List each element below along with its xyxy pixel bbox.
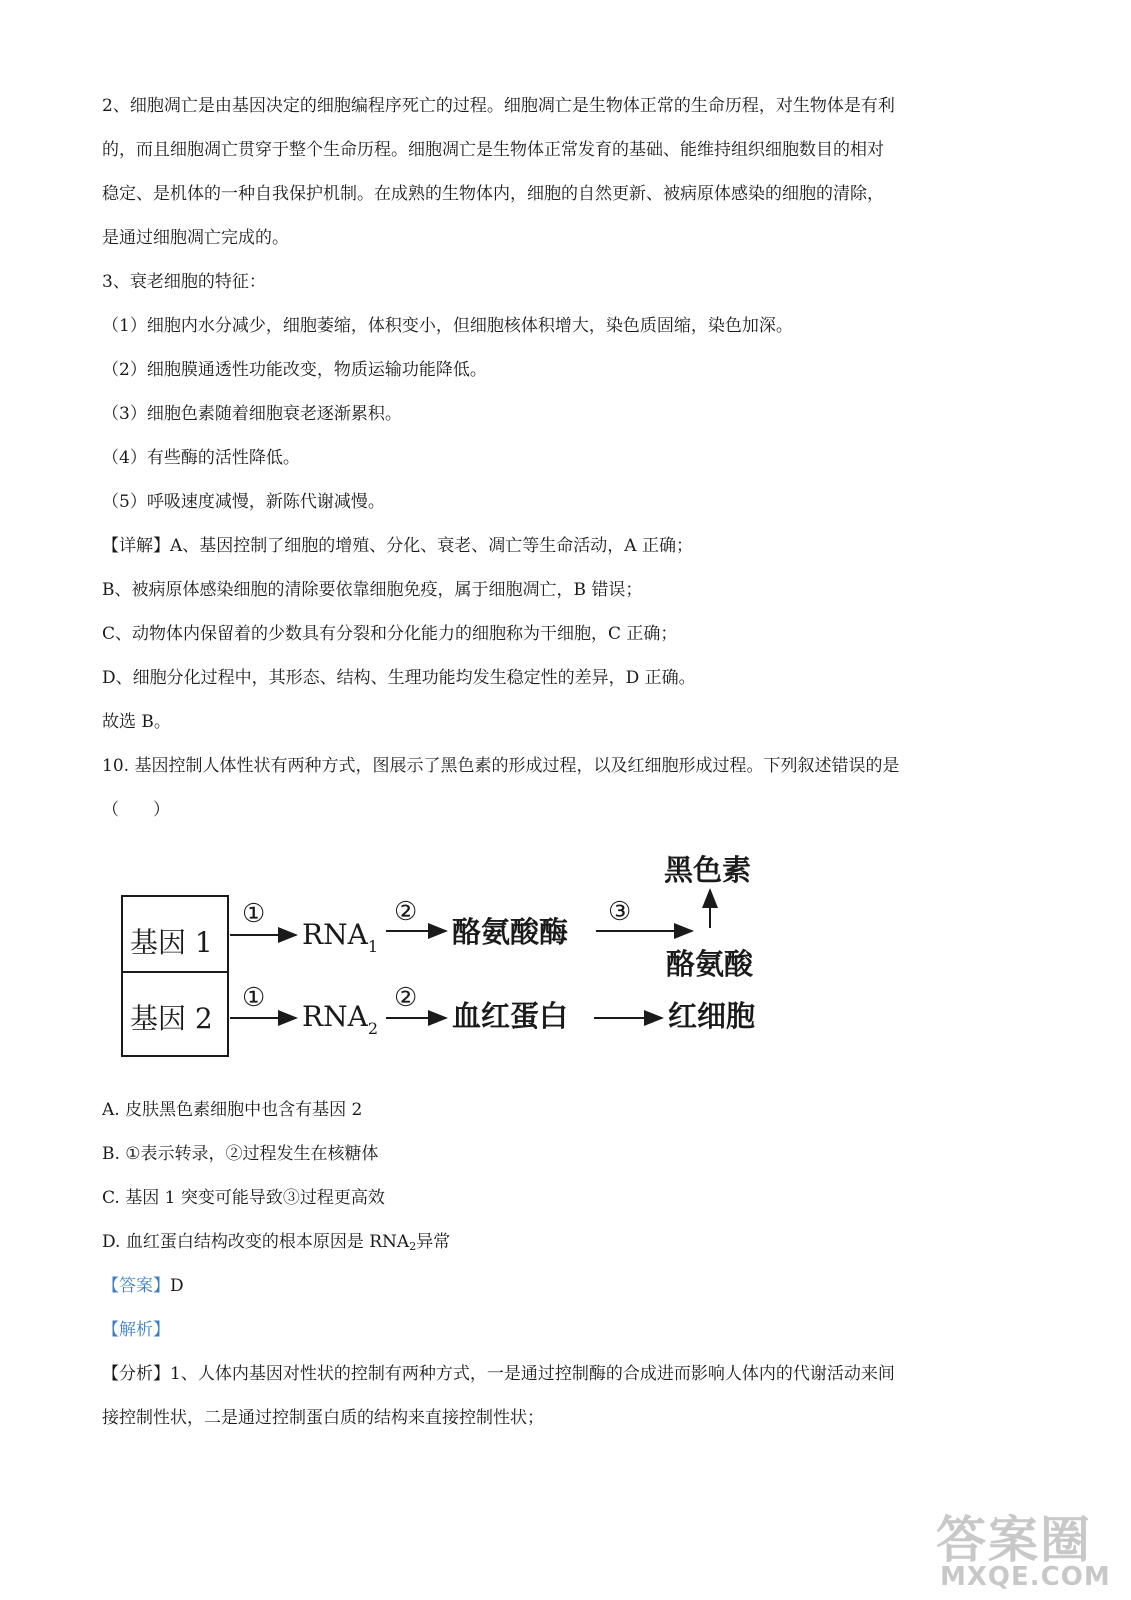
step1-label: ① — [242, 899, 266, 929]
text-line: 是通过细胞凋亡完成的。 — [102, 228, 289, 248]
detail-c: C、动物体内保留着的少数具有分裂和分化能力的细胞称为干细胞，C 正确； — [102, 624, 678, 644]
detail-tag: 【详解】 — [102, 536, 170, 556]
question-10-blank: （ ） — [102, 800, 170, 820]
option-a: A. 皮肤黑色素细胞中也含有基因 2 — [102, 1100, 363, 1120]
step1-label-row2: ① — [242, 983, 266, 1013]
option-d: D. 血红蛋白结构改变的根本原因是 $RNA_2$异常 — [102, 1232, 451, 1253]
question-10: 10. 基因控制人体性状有两种方式，图展示了黑色素的形成过程，以及红细胞形成过程。下列叙述错误的是 — [102, 756, 900, 776]
detail-paragraph — [102, 534, 693, 558]
text-line: 的，而且细胞凋亡贯穿于整个生命历程。细胞凋亡是生物体正常发育的基础、能维持组织细胞数目的相对 — [102, 140, 884, 160]
text-line: 2、细胞凋亡是由基因决定的细胞编程序死亡的过程。细胞凋亡是生物体正常的生命历程，对生物体是有利 — [102, 96, 895, 116]
red-cell-label: 红细胞 — [668, 999, 756, 1033]
rna1-label: $RNA_1$ — [302, 918, 378, 956]
gene1-label: 基因 1 — [130, 926, 213, 959]
text-line: （2）细胞膜通透性功能改变，物质运输功能降低。 — [102, 360, 487, 380]
choose-text: 故选 B。 — [102, 712, 171, 732]
option-c: C. 基因 1 突变可能导致③过程更高效 — [102, 1188, 385, 1208]
text-line: 稳定、是机体的一种自我保护机制。在成熟的生物体内，细胞的自然更新、被病原体感染的细胞的清除， — [102, 184, 884, 204]
detail-b: B、被病原体感染细胞的清除要依靠细胞免疫，属于细胞凋亡，B 错误； — [102, 580, 643, 600]
text-line: （5）呼吸速度减慢，新陈代谢减慢。 — [102, 492, 385, 512]
detail-d: D、细胞分化过程中，其形态、结构、生理功能均发生稳定性的差异，D 正确。 — [102, 668, 696, 688]
option-b: B. ①表示转录，②过程发生在核糖体 — [102, 1144, 379, 1164]
analysis-line-2: 接控制性状，二是通过控制蛋白质的结构来直接控制性状； — [102, 1408, 544, 1428]
step3-label: ③ — [608, 897, 632, 927]
analysis-line-1: 【分析】1、人体内基因对性状的控制有两种方式，一是通过控制酶的合成进而影响人体内的代谢活动来间 — [102, 1364, 895, 1384]
rna2-label: $RNA_2$ — [302, 1000, 378, 1038]
tyrosinase-label: 酪氨酸酶 — [452, 915, 569, 949]
melanin-label: 黑色素 — [664, 853, 752, 887]
gene2-label: 基因 2 — [130, 1002, 213, 1035]
text-line: （4）有些酶的活性降低。 — [102, 448, 300, 468]
watermark-logo: 答案圈 MXQE.COM — [936, 1511, 1111, 1592]
detail-a: A、基因控制了细胞的增殖、分化、衰老、凋亡等生命活动，A 正确； — [170, 536, 693, 556]
text-line: （1）细胞内水分减少，细胞萎缩，体积变小，但细胞核体积增大，染色质固缩，染色加深。 — [102, 316, 793, 336]
text-line: （3）细胞色素随着细胞衰老逐渐累积。 — [102, 404, 402, 424]
analysis-head-tag: 【分析】 — [102, 1364, 170, 1384]
step2-label: ② — [394, 897, 418, 927]
tyrosine-label: 酪氨酸 — [666, 947, 754, 981]
answer-tag: 【答案】 — [102, 1276, 170, 1296]
hemoglobin-label: 血红蛋白 — [452, 999, 569, 1033]
step2-label-row2: ② — [394, 983, 418, 1013]
answer-line — [102, 1274, 184, 1298]
analysis-tag: 【解析】 — [102, 1320, 170, 1340]
gene-expression-diagram — [118, 838, 798, 1070]
answer-value: D — [170, 1276, 184, 1296]
text-line: 3、衰老细胞的特征： — [102, 272, 266, 292]
